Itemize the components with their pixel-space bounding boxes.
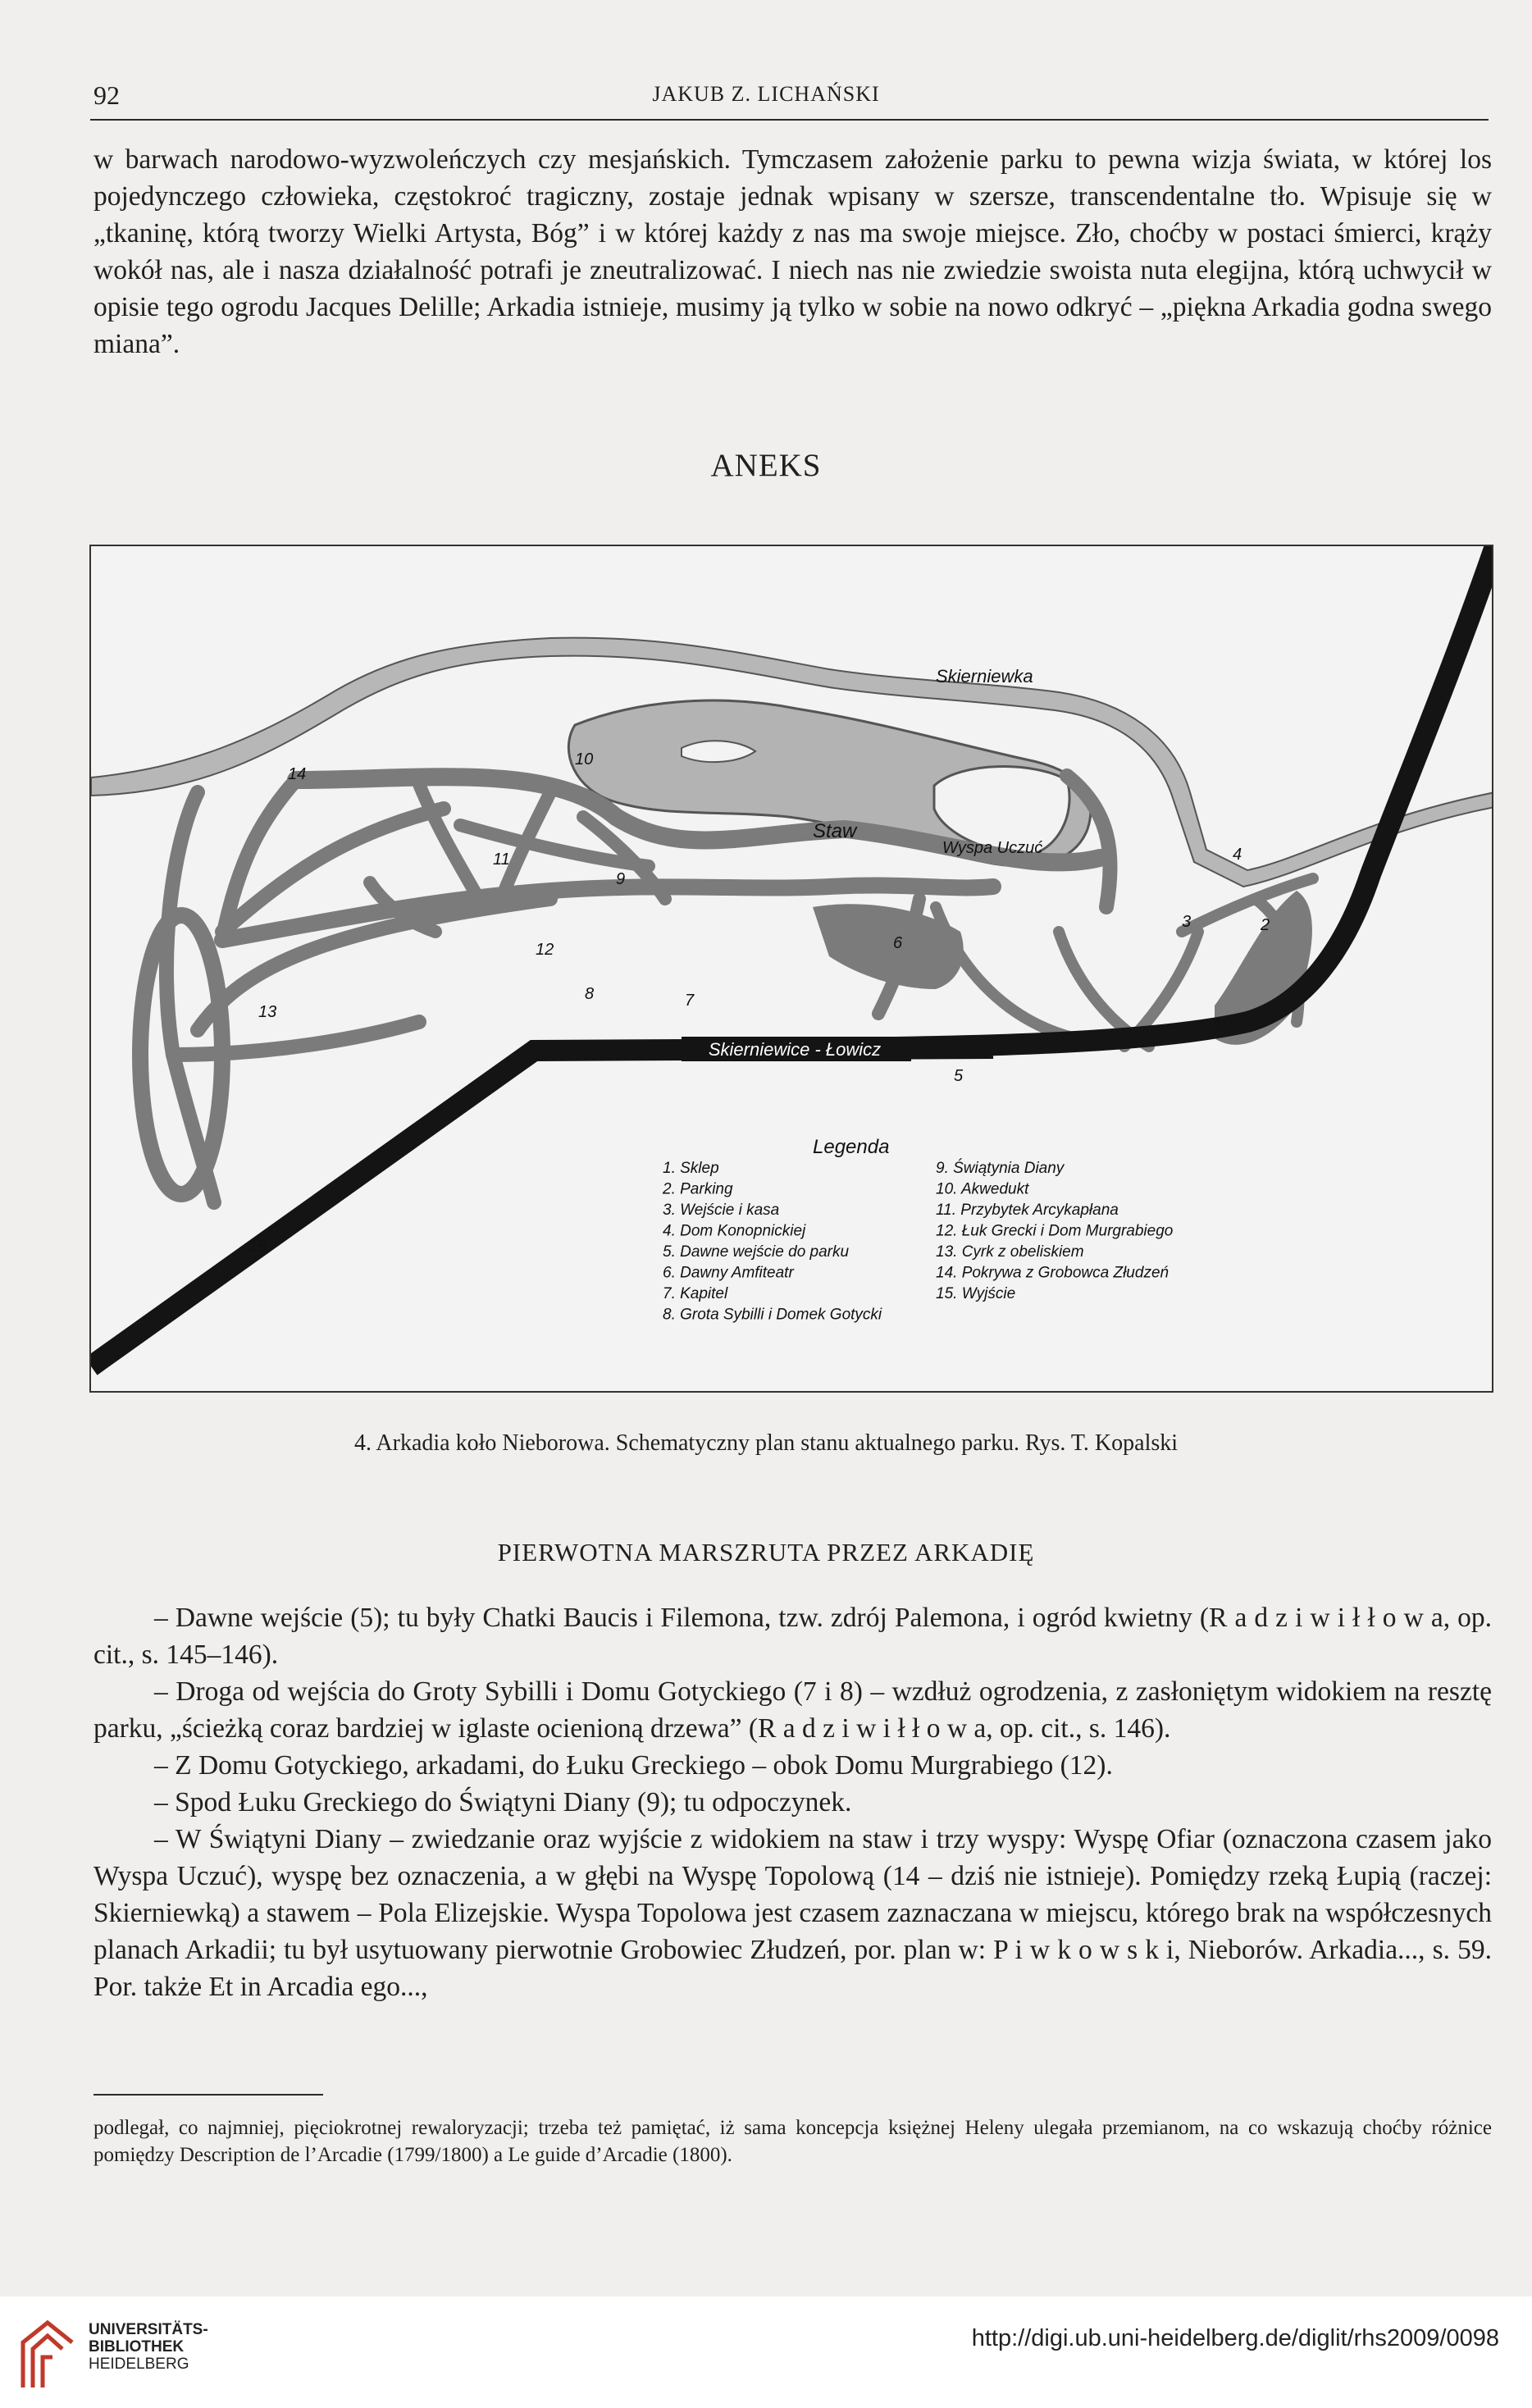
legend-entry: 10. Akwedukt (936, 1180, 1029, 1198)
marker-1: 1 (1213, 1015, 1223, 1033)
legend-entry: 15. Wyjście (936, 1285, 1016, 1302)
intro-paragraph (93, 141, 1492, 363)
library-name-line3: HEIDELBERG (89, 2356, 189, 2373)
park-map-figure (89, 545, 1493, 1393)
library-name (89, 2321, 208, 2373)
legend-entry: 4. Dom Konopnickiej (663, 1222, 806, 1240)
footnote-rule (93, 2094, 323, 2096)
page-number: 92 (93, 80, 120, 110)
legend-entry: 7. Kapitel (663, 1285, 728, 1302)
legend-title: Legenda (813, 1136, 890, 1158)
marker-6: 6 (893, 934, 903, 952)
section-title: PIERWOTNA MARSZRUTA PRZEZ ARKADIĘ (497, 1538, 1035, 1567)
marker-13: 13 (258, 1003, 277, 1021)
figure-caption: 4. Arkadia koło Nieborowa. Schematyczny plan stanu aktualnego parku. Rys. T. Kopalski (353, 1430, 1179, 1456)
route-list (93, 1599, 1492, 2005)
marker-10: 10 (575, 750, 594, 768)
route-item-4: – Spod Łuku Greckiego do Świątyni Diany (9); tu odpoczynek. (154, 1787, 852, 1817)
route-item-3: – Z Domu Gotyckiego, arkadami, do Łuku Greckiego – obok Domu Murgrabiego (12). (154, 1750, 1113, 1781)
marker-11: 11 (493, 851, 510, 869)
legend-entry: 2. Parking (663, 1180, 733, 1198)
marker-15: 15 (248, 1238, 267, 1256)
legend-entry: 11. Przybytek Arcykapłana (936, 1202, 1119, 1219)
library-logo-icon (15, 2318, 80, 2392)
marker-9: 9 (616, 870, 626, 888)
source-url-link[interactable]: http://digi.ub.uni-heidelberg.de/diglit/rhs2009/0098 (971, 2325, 1499, 2351)
marker-14: 14 (288, 765, 307, 783)
marker-3: 3 (1182, 913, 1192, 931)
intro-text: w barwach narodowo-wyzwoleńczych czy mesjańskich. Tymczasem założenie parku to pewna wizja świata, w której los pojedynczego człowieka, częstokroć tragiczny, zostaje jednak wpisany w szersze, transcendentalne tło. Wpisuje się w „tkaninę, którą tworzy Wielki Artysta, Bóg” i w której każdy z nas ma swoje miejsce. Zło, choćby w postaci śmierci, krąży wokół nas, ale i nasza działalność potrafi je zneutralizować. I niech nas nie zwiedzie swoista nuta elegijna, którą uchwycił w opisie tego ogrodu Jacques Delille; Arkadia istnieje, musimy ją tylko w sobie na nowo odkryć – „piękna Arkadia godna swego miana”. (93, 144, 1492, 359)
marker-2: 2 (1261, 916, 1270, 934)
library-name-line1: UNIVERSITÄTS- (89, 2321, 208, 2338)
legend-entry: 3. Wejście i kasa (663, 1202, 780, 1219)
legend-entry: 1. Sklep (663, 1160, 719, 1177)
legend-entry: 13. Cyrk z obeliskiem (936, 1243, 1084, 1261)
legend-entry: 8. Grota Sybilli i Domek Gotycki (663, 1306, 882, 1324)
legend-entry: 12. Łuk Grecki i Dom Murgrabiego (936, 1222, 1174, 1240)
digitization-footer (0, 2296, 1532, 2408)
route-item-5: – W Świątyni Diany – zwiedzanie oraz wyjście z widokiem na staw i trzy wyspy: Wyspę Ofiar (oznaczona czasem jako Wyspa Uczuć), wyspę bez oznaczenia, a w głębi na Wyspę Topolową (14 – dziś nie istnieje). Pomiędzy rzeką Łupią (raczej: Skierniewką) a stawem – Pola Elizejskie. Wyspa Topolowa jest czasem zaznaczana w miejscu, którego brak na współczesnych planach Arkadii; tu był usytuowany pierwotnie Grobowiec Złudzeń, por. plan w: P i w k o w s k i, Nieborów. Arkadia..., s. 59. Por. także Et in Arcadia ego..., (93, 1824, 1492, 2002)
map-legend (662, 1136, 1173, 1324)
route-item-2: – Droga od wejścia do Groty Sybilli i Domu Gotyckiego (7 i 8) – wzdłuż ogrodzenia, z zasłoniętym widokiem na resztę parku, „ścieżką coraz bardziej w iglaste ocienioną drzewa” (R a d z i w i ł ł o w a, op. cit., s. 146). (93, 1676, 1492, 1744)
path-network (166, 776, 1313, 1202)
marker-7: 7 (685, 992, 695, 1010)
road-label: Skierniewice - Łowicz (708, 1039, 882, 1060)
marker-4: 4 (1233, 846, 1242, 864)
library-name-line2: BIBLIOTHEK (89, 2338, 185, 2356)
marker-8: 8 (585, 985, 595, 1003)
legend-entry: 9. Świątynia Diany (936, 1160, 1065, 1177)
legend-entry: 5. Dawne wejście do parku (663, 1243, 850, 1261)
river-label: Skierniewka (936, 666, 1033, 686)
running-header-author: JAKUB Z. LICHAŃSKI (652, 82, 880, 106)
pond-label: Staw (813, 820, 857, 842)
annex-heading: ANEKS (710, 448, 822, 483)
footnote: podlegał, co najmniej, pięciokrotnej rewaloryzacji; trzeba też pamiętać, iż sama koncepcja księżnej Heleny ulegała przemianom, na co wskazują choćby różnice pomiędzy Description de l’Arcadie (1799/1800) a Le guide d’Arcadie (1800). (93, 2117, 1492, 2166)
legend-entry: 14. Pokrywa z Grobowca Złudzeń (936, 1264, 1170, 1282)
island-label: Wyspa Uczuć (942, 839, 1043, 857)
marker-12: 12 (536, 941, 554, 959)
marker-5: 5 (954, 1067, 964, 1085)
route-item-1: – Dawne wejście (5); tu były Chatki Baucis i Filemona, tzw. zdrój Palemona, i ogród kwietny (R a d z i w i ł ł o w a, op. cit., s. 145–146). (93, 1603, 1492, 1670)
park-map (91, 546, 1493, 1393)
header-rule (90, 119, 1489, 121)
legend-entry: 6. Dawny Amfiteatr (663, 1264, 794, 1282)
